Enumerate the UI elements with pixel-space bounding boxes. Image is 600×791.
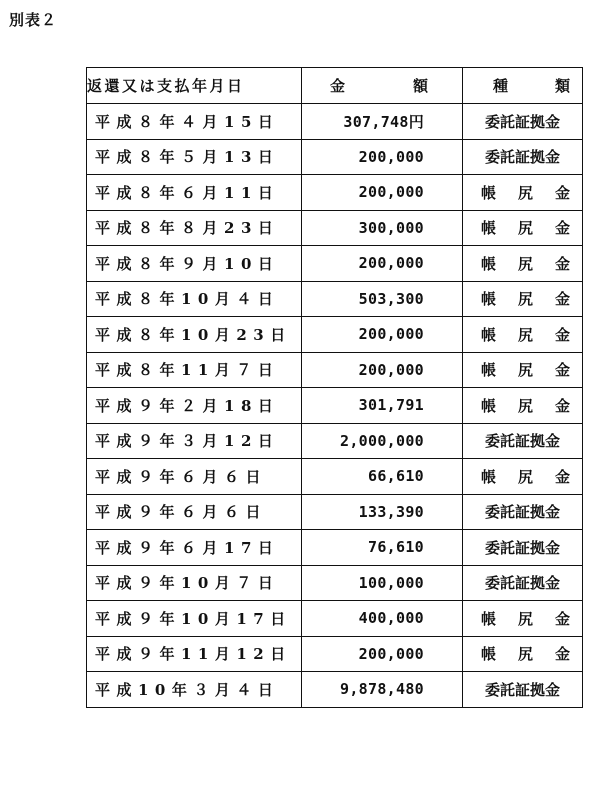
table-row [87, 104, 583, 140]
cell-type: 委託証拠金 [463, 423, 583, 459]
cell-type [463, 388, 583, 424]
type-char: 帳 [481, 467, 497, 486]
cell-type-spread [463, 217, 582, 238]
table-row [87, 601, 583, 637]
cell-amount: 200,000 [302, 317, 463, 353]
type-char: 尻 [517, 645, 533, 664]
header-amount-char-2: 額 [412, 77, 428, 95]
cell-type [463, 246, 583, 282]
cell-date: 平成８年９月10日 [87, 246, 302, 282]
type-char: 帳 [481, 219, 497, 238]
type-char: 尻 [517, 219, 533, 238]
cell-type-spread [463, 395, 582, 416]
cell-type: 委託証拠金 [463, 672, 583, 708]
header-amount [302, 68, 463, 104]
cell-date: 平成９年６月17日 [87, 530, 302, 566]
cell-type-spread [463, 359, 582, 380]
cell-date: 平成９年２月18日 [87, 388, 302, 424]
table-row [87, 494, 583, 530]
cell-type [463, 281, 583, 317]
cell-date: 平成８年11月７日 [87, 352, 302, 388]
cell-amount: 200,000 [302, 246, 463, 282]
cell-type [463, 352, 583, 388]
cell-type [463, 210, 583, 246]
cell-date: 平成８年６月11日 [87, 175, 302, 211]
cell-type-spread [463, 288, 582, 309]
cell-type [463, 459, 583, 495]
type-char: 金 [554, 325, 570, 344]
cell-type: 委託証拠金 [463, 494, 583, 530]
header-type [463, 68, 583, 104]
type-char: 金 [554, 396, 570, 415]
type-char: 金 [554, 361, 570, 380]
type-char: 帳 [481, 183, 497, 202]
type-char: 金 [554, 609, 570, 628]
cell-amount: 66,610 [302, 459, 463, 495]
cell-date: 平成９年３月12日 [87, 423, 302, 459]
cell-type-spread [463, 324, 582, 345]
type-char: 金 [554, 467, 570, 486]
type-char: 金 [554, 254, 570, 273]
cell-date: 平成８年５月13日 [87, 139, 302, 175]
cell-amount: 400,000 [302, 601, 463, 637]
type-char: 金 [554, 645, 570, 664]
table-row [87, 388, 583, 424]
cell-date: 平成９年10月17日 [87, 601, 302, 637]
page-heading: 別表２ [9, 11, 58, 29]
cell-amount: 503,300 [302, 281, 463, 317]
cell-type: 委託証拠金 [463, 139, 583, 175]
type-char: 帳 [481, 325, 497, 344]
cell-amount: 200,000 [302, 352, 463, 388]
cell-type [463, 175, 583, 211]
cell-type [463, 317, 583, 353]
header-type-char-1: 種 [493, 77, 509, 95]
type-char: 尻 [517, 396, 533, 415]
cell-type: 委託証拠金 [463, 565, 583, 601]
type-char: 尻 [517, 183, 533, 202]
type-char: 金 [554, 290, 570, 309]
type-char: 帳 [481, 396, 497, 415]
cell-type-spread [463, 182, 582, 203]
type-char: 金 [554, 183, 570, 202]
cell-type [463, 636, 583, 672]
cell-type-spread [463, 466, 582, 487]
table-row [87, 423, 583, 459]
table-row [87, 565, 583, 601]
type-char: 帳 [481, 645, 497, 664]
table-row [87, 672, 583, 708]
cell-type: 委託証拠金 [463, 530, 583, 566]
header-type-char-2: 類 [554, 77, 570, 95]
payment-table [86, 67, 583, 708]
cell-date: 平成８年８月23日 [87, 210, 302, 246]
cell-amount: 301,791 [302, 388, 463, 424]
cell-date: 平成８年４月15日 [87, 104, 302, 140]
table-row [87, 317, 583, 353]
cell-date: 平成10年３月４日 [87, 672, 302, 708]
cell-date: 平成８年10月23日 [87, 317, 302, 353]
cell-type-spread [463, 253, 582, 274]
cell-date: 平成９年６月６日 [87, 494, 302, 530]
cell-amount: 100,000 [302, 565, 463, 601]
cell-type: 委託証拠金 [463, 104, 583, 140]
cell-date: 平成８年10月４日 [87, 281, 302, 317]
type-char: 尻 [517, 290, 533, 309]
cell-amount: 200,000 [302, 636, 463, 672]
cell-amount: 76,610 [302, 530, 463, 566]
type-char: 帳 [481, 361, 497, 380]
cell-type [463, 601, 583, 637]
header-date: 返還又は支払年月日 [87, 68, 302, 104]
type-char: 金 [554, 219, 570, 238]
table-row [87, 175, 583, 211]
cell-amount: 307,748円 [302, 104, 463, 140]
type-char: 尻 [517, 325, 533, 344]
cell-type-spread [463, 608, 582, 629]
type-char: 帳 [481, 254, 497, 273]
type-char: 帳 [481, 290, 497, 309]
table-row [87, 459, 583, 495]
cell-type-spread [463, 643, 582, 664]
table-row [87, 210, 583, 246]
cell-amount: 9,878,480 [302, 672, 463, 708]
cell-date: 平成９年６月６日 [87, 459, 302, 495]
table-row [87, 352, 583, 388]
table-body [87, 104, 583, 708]
cell-date: 平成９年11月12日 [87, 636, 302, 672]
cell-date: 平成９年10月７日 [87, 565, 302, 601]
type-char: 尻 [517, 361, 533, 380]
cell-amount: 2,000,000 [302, 423, 463, 459]
header-amount-char-1: 金 [330, 77, 346, 95]
table-header [87, 68, 583, 104]
table-row [87, 530, 583, 566]
table-row [87, 139, 583, 175]
table-row [87, 636, 583, 672]
cell-amount: 133,390 [302, 494, 463, 530]
type-char: 尻 [517, 254, 533, 273]
table-row [87, 281, 583, 317]
type-char: 帳 [481, 609, 497, 628]
header-row [87, 68, 583, 104]
cell-amount: 300,000 [302, 210, 463, 246]
cell-amount: 200,000 [302, 139, 463, 175]
type-char: 尻 [517, 467, 533, 486]
cell-amount: 200,000 [302, 175, 463, 211]
table-row [87, 246, 583, 282]
type-char: 尻 [517, 609, 533, 628]
